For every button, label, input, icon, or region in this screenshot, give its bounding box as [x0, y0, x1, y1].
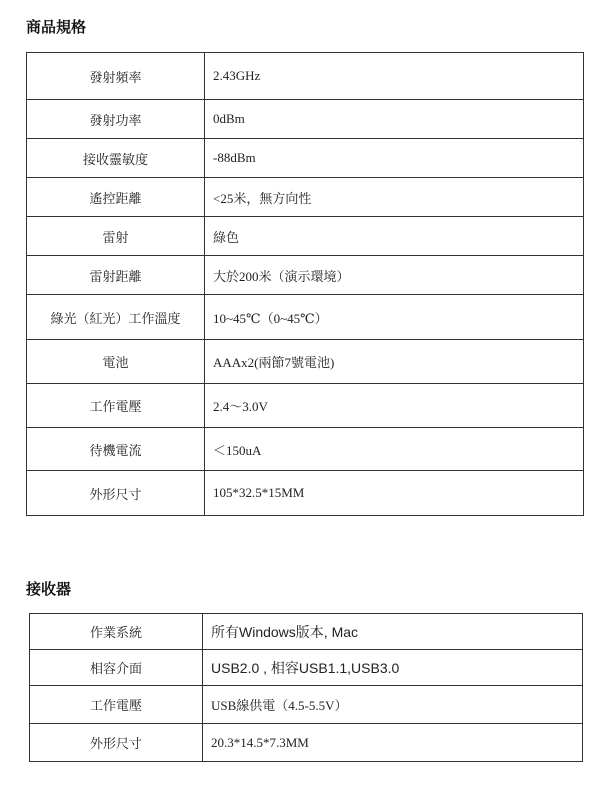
table-row: [27, 471, 584, 516]
spec-key: 雷射: [27, 217, 205, 256]
spec-value: 105*32.5*15MM: [205, 471, 584, 516]
spec-key: 發射功率: [27, 100, 205, 139]
receiver-value: USB2.0 , 相容USB1.1,USB3.0: [203, 650, 583, 686]
spec-value: 綠色: [205, 217, 584, 256]
receiver-key: 相容介面: [30, 650, 203, 686]
spec-key: 工作電壓: [27, 384, 205, 428]
spec-value: 大於200米（演示環境）: [205, 256, 584, 295]
spec-table: [26, 52, 584, 516]
receiver-section-title: 接收器: [26, 580, 72, 598]
spec-value: -88dBm: [205, 139, 584, 178]
table-row: [30, 686, 583, 724]
spec-key: 待機電流: [27, 428, 205, 471]
spec-key: 綠光（紅光）工作溫度: [27, 295, 205, 340]
receiver-value: USB線供電（4.5-5.5V）: [203, 686, 583, 724]
table-row: [27, 53, 584, 100]
table-row: [30, 614, 583, 650]
receiver-key: 外形尺寸: [30, 724, 203, 762]
spec-key: 雷射距離: [27, 256, 205, 295]
spec-value: 10~45℃（0~45℃）: [205, 295, 584, 340]
spec-key: 遙控距離: [27, 178, 205, 217]
receiver-key: 作業系統: [30, 614, 203, 650]
table-row: [27, 217, 584, 256]
spec-value: AAAx2(兩節7號電池): [205, 340, 584, 384]
receiver-value: 所有Windows版本, Mac: [203, 614, 583, 650]
spec-value: <25米，無方向性: [205, 178, 584, 217]
receiver-value: 20.3*14.5*7.3MM: [203, 724, 583, 762]
table-row: [27, 256, 584, 295]
table-row: [27, 340, 584, 384]
table-row: [27, 384, 584, 428]
spec-value: ＜150uA: [205, 428, 584, 471]
receiver-table: [29, 613, 583, 762]
table-row: [27, 139, 584, 178]
table-row: [27, 295, 584, 340]
receiver-key: 工作電壓: [30, 686, 203, 724]
spec-value: 2.43GHz: [205, 53, 584, 100]
table-row: [30, 650, 583, 686]
spec-key: 電池: [27, 340, 205, 384]
spec-key: 外形尺寸: [27, 471, 205, 516]
spec-key: 發射頻率: [27, 53, 205, 100]
table-row: [27, 428, 584, 471]
table-row: [30, 724, 583, 762]
spec-key: 接收靈敏度: [27, 139, 205, 178]
spec-value: 0dBm: [205, 100, 584, 139]
spec-value: 2.4～3.0V: [205, 384, 584, 428]
table-row: [27, 100, 584, 139]
table-row: [27, 178, 584, 217]
spec-section-title: 商品規格: [26, 18, 87, 36]
